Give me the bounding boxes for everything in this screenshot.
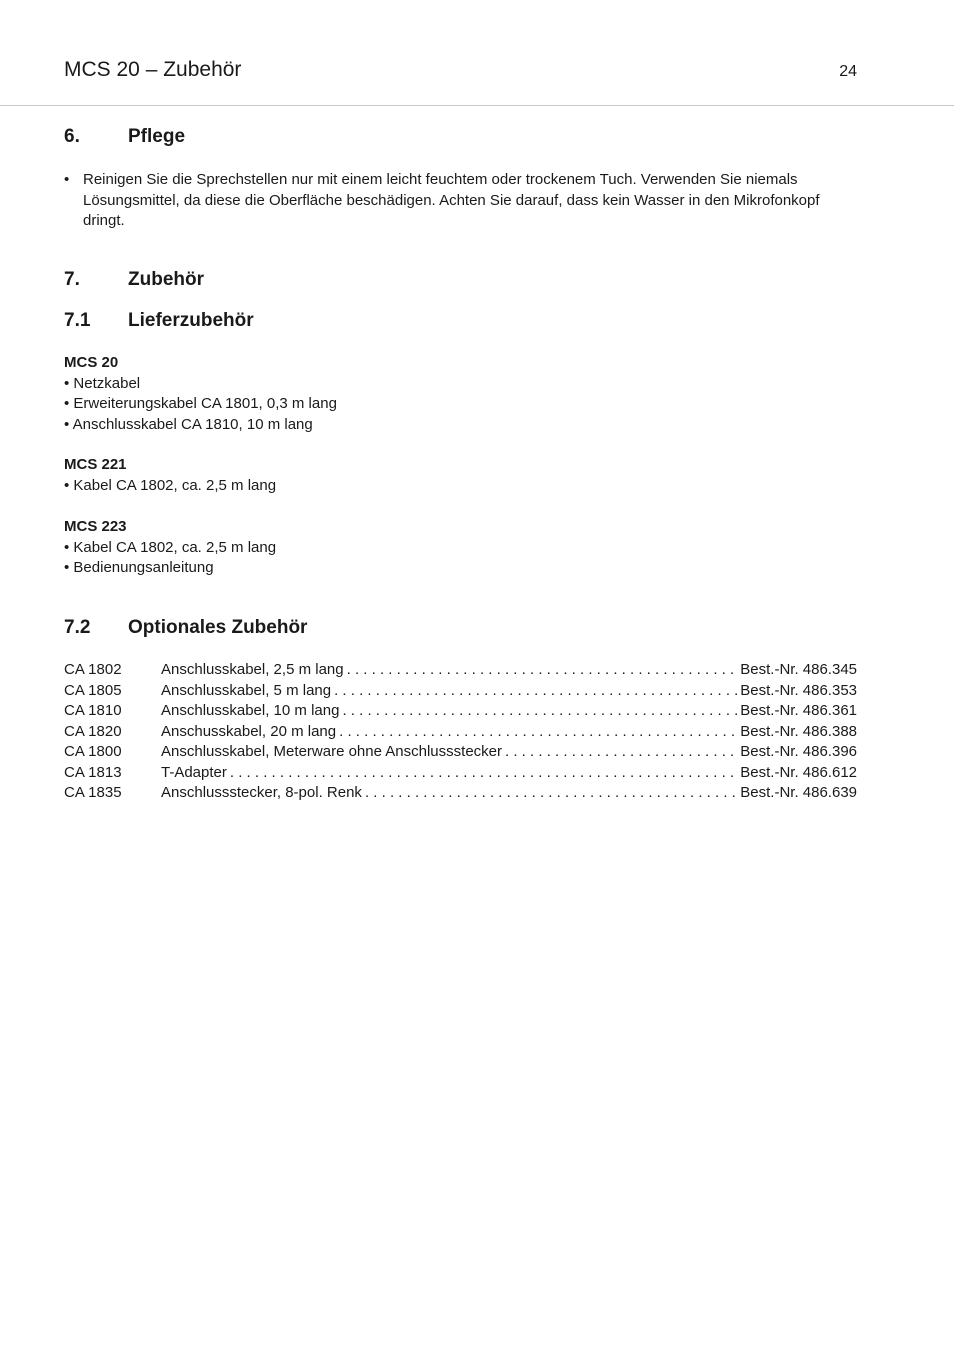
order-number: Best.-Nr. 486.353 (740, 681, 857, 699)
accessory-code: CA 1835 (64, 784, 122, 801)
section-title: Optionales Zubehör (128, 617, 308, 638)
dot-leader (365, 783, 737, 804)
order-number: Best.-Nr. 486.361 (740, 702, 857, 719)
optional-accessories-table (64, 660, 857, 804)
table-row (64, 701, 857, 722)
list-item: • Kabel CA 1802, ca. 2,5 m lang (64, 538, 277, 556)
group-title: MCS 20 (64, 354, 119, 371)
accessory-description: Anschlusskabel, 5 m lang (161, 681, 332, 699)
accessory-description: Anschlusskabel, 10 m lang (161, 702, 340, 719)
section-title: Lieferzubehör (128, 310, 254, 331)
header-title: MCS 20 – Zubehör (64, 58, 242, 81)
accessory-code: CA 1813 (64, 763, 122, 781)
group-title: MCS 223 (64, 518, 127, 535)
delivery-group-mcs221 (64, 455, 276, 496)
accessory-description: Anschlusskabel, Meterware ohne Anschlussstecker (161, 743, 503, 760)
dot-leader (339, 722, 737, 743)
section-number: 7.2 (64, 617, 91, 638)
dot-leader (230, 763, 737, 784)
order-number: Best.-Nr. 486.612 (740, 763, 857, 781)
page-header (0, 0, 954, 106)
section-title: Zubehör (128, 269, 204, 290)
care-text: Reinigen Sie die Sprechstellen nur mit einem leicht feuchtem oder trockenem Tuch. Verwenden Sie niemals Lösungsmittel, da diese die Oberfläche beschädigen. Achten Sie darauf, dass kein Wasser in den Mikrofonkopf dringt. (83, 171, 820, 229)
delivery-group-mcs223 (64, 517, 276, 579)
accessory-description: Anschusskabel, 20 m lang (161, 722, 337, 740)
accessory-description: T-Adapter (161, 763, 227, 781)
accessory-description: Anschlussstecker, 8-pol. Renk (161, 784, 362, 801)
table-row (64, 660, 857, 681)
order-number: Best.-Nr. 486.388 (740, 722, 857, 740)
list-item: • Anschlusskabel CA 1810, 10 m lang (64, 415, 313, 433)
dot-leader (347, 660, 738, 681)
table-row (64, 783, 857, 804)
table-row (64, 763, 857, 784)
section-title: Pflege (128, 126, 186, 147)
list-item: • Kabel CA 1802, ca. 2,5 m lang (64, 476, 277, 494)
page-number: 24 (839, 63, 857, 80)
accessory-code: CA 1800 (64, 743, 122, 760)
dot-leader (334, 681, 737, 702)
section-number: 6. (64, 126, 80, 147)
delivery-group-mcs20 (64, 353, 337, 435)
list-item: • Bedienungsanleitung (64, 559, 214, 576)
dot-leader (505, 742, 737, 763)
order-number: Best.-Nr. 486.345 (740, 661, 857, 678)
section-number: 7.1 (64, 310, 91, 331)
accessory-code: CA 1820 (64, 722, 122, 740)
order-number: Best.-Nr. 486.639 (740, 784, 857, 801)
accessory-code: CA 1805 (64, 681, 122, 699)
care-instructions (64, 170, 857, 232)
list-item: • Netzkabel (64, 374, 141, 392)
table-row (64, 742, 857, 763)
dot-leader (342, 701, 737, 722)
table-row (64, 722, 857, 743)
accessory-description: Anschlusskabel, 2,5 m lang (161, 661, 344, 678)
accessory-code: CA 1802 (64, 661, 122, 678)
bullet: • (64, 171, 70, 188)
table-row (64, 681, 857, 702)
section-number: 7. (64, 269, 80, 290)
order-number: Best.-Nr. 486.396 (740, 743, 857, 760)
list-item: • Erweiterungskabel CA 1801, 0,3 m lang (64, 395, 337, 412)
group-title: MCS 221 (64, 456, 127, 473)
accessory-code: CA 1810 (64, 702, 122, 719)
